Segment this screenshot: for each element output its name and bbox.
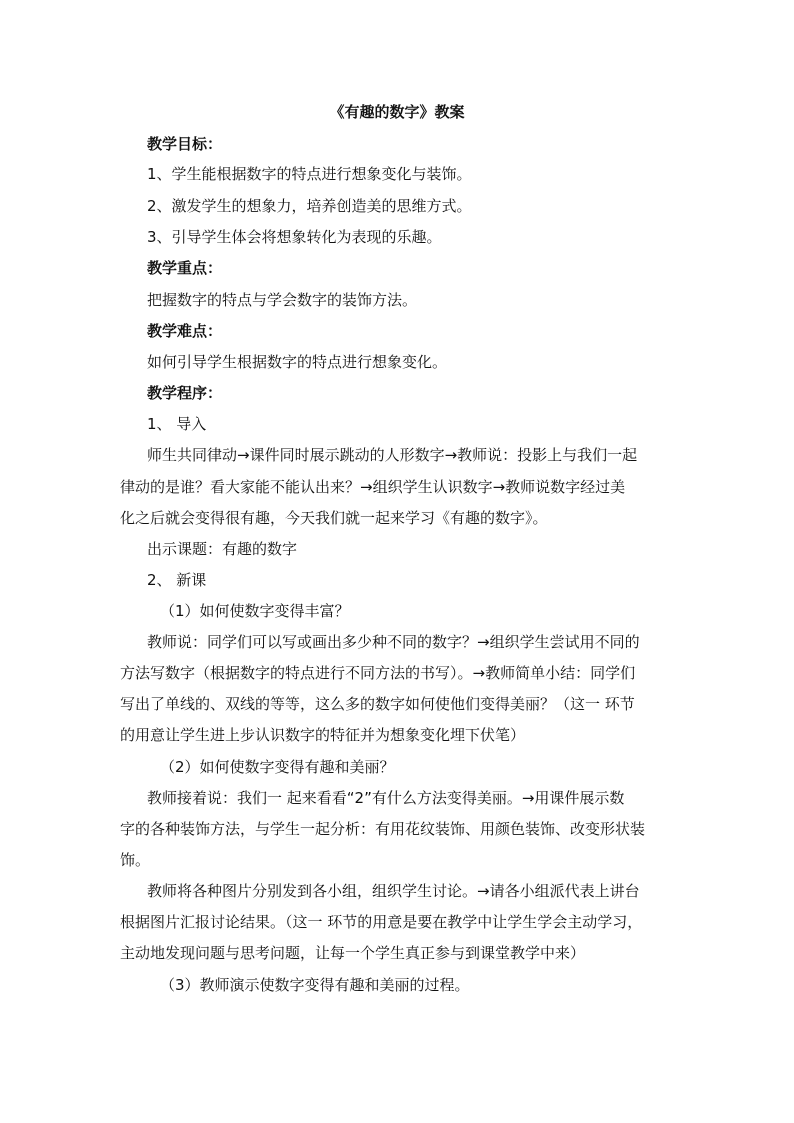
paragraph-line: 教师说：同学们可以写或画出多少种不同的数字？→组织学生尝试用不同的 xyxy=(147,633,640,651)
difficulties-text: 如何引导学生根据数字的特点进行想象变化。 xyxy=(147,353,448,371)
heading-difficulties: 教学难点： xyxy=(147,322,223,340)
paragraph-line: 字的各种装饰方法，与学生一起分析：有用花纹装饰、用颜色装饰、改变形状装 xyxy=(120,820,646,838)
lesson-topic: 出示课题：有趣的数字 xyxy=(147,540,298,558)
subsection-1-heading: （1）如何使数字变得丰富？ xyxy=(160,602,350,620)
objective-3: 3、引导学生体会将想象转化为表现的乐趣。 xyxy=(147,228,442,246)
objective-2: 2、激发学生的想象力，培养创造美的思维方式。 xyxy=(147,197,472,215)
paragraph-line: 饰。 xyxy=(120,851,151,869)
paragraph-line: 根据图片汇报讨论结果。（这一 环节的用意是要在教学中让学生学会主动学习， xyxy=(120,913,643,931)
paragraph-line: 教师接着说：我们一 起来看看“2”有什么方法变得美丽。→用课件展示数 xyxy=(147,789,625,807)
paragraph-line: 的用意让学生进上步认识数字的特征并为想象变化埋下伏笔） xyxy=(120,726,526,744)
heading-procedure: 教学程序： xyxy=(147,384,223,402)
subsection-2-heading: （2）如何使数字变得有趣和美丽？ xyxy=(160,758,395,776)
section-1-heading: 1、 导入 xyxy=(147,415,207,433)
heading-objectives: 教学目标： xyxy=(147,135,223,153)
section-2-heading: 2、 新课 xyxy=(147,571,207,589)
paragraph-line: 师生共同律动→课件同时展示跳动的人形数字→教师说：投影上与我们一起 xyxy=(147,446,638,464)
paragraph-line: 主动地发现问题与思考问题，让每一个学生真正参与到课堂教学中来） xyxy=(120,944,586,962)
key-points-text: 把握数字的特点与学会数字的装饰方法。 xyxy=(147,291,418,309)
paragraph-line: 教师将各种图片分别发到各小组，组织学生讨论。→请各小组派代表上讲台 xyxy=(147,882,640,900)
paragraph-line: 化之后就会变得很有趣，今天我们就一起来学习《有趣的数字》。 xyxy=(120,509,548,527)
document-title: 《有趣的数字》教案 xyxy=(329,103,465,121)
paragraph-line: 写出了单线的、双线的等等，这么多的数字如何使他们变得美丽？（这一 环节 xyxy=(120,695,635,713)
heading-key-points: 教学重点： xyxy=(147,259,223,277)
paragraph-line: 方法写数字（根据数字的特点进行不同方法的书写）。→教师简单小结：同学们 xyxy=(120,664,636,682)
objective-1: 1、学生能根据数字的特点进行想象变化与装饰。 xyxy=(147,165,472,183)
paragraph-line: 律动的是谁？看大家能不能认出来？→组织学生认识数字→教师说数字经过美 xyxy=(120,478,626,496)
subsection-3-heading: （3）教师演示使数字变得有趣和美丽的过程。 xyxy=(160,976,470,994)
